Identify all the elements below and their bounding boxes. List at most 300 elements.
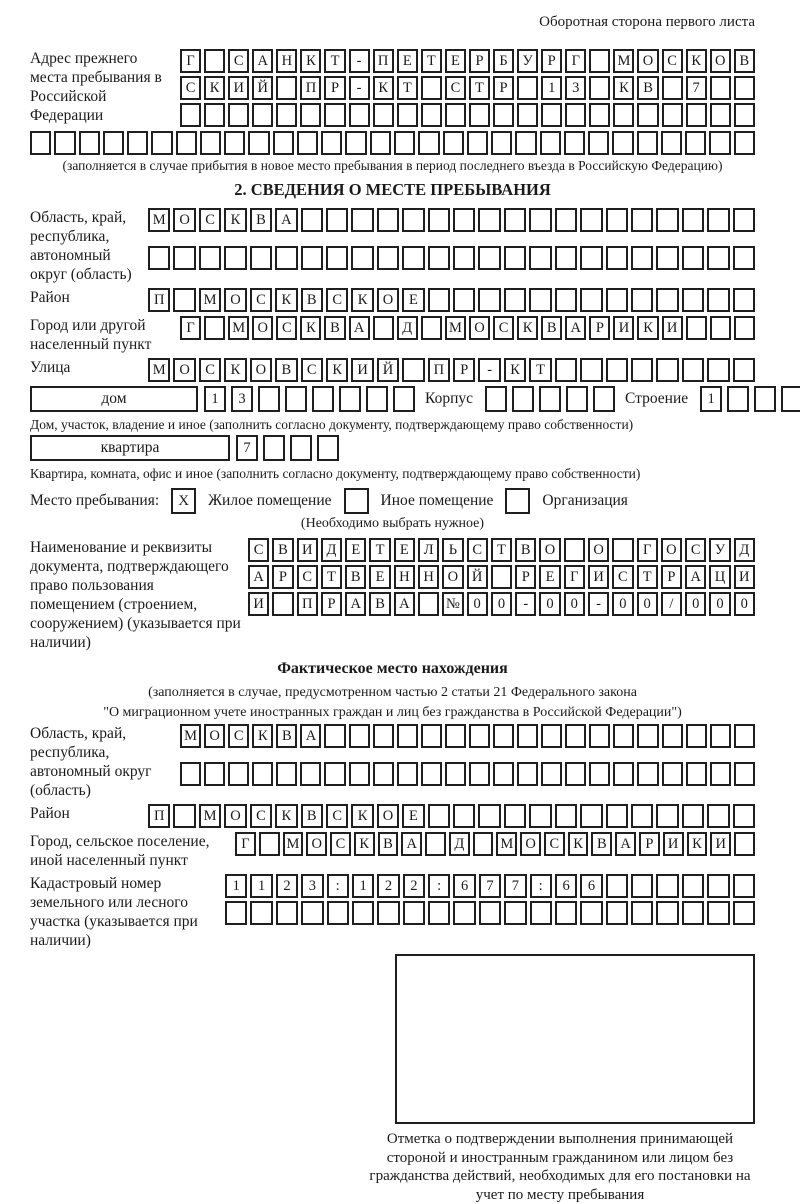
char-cell[interactable]: Е [397,49,418,73]
char-cell[interactable] [252,762,273,786]
char-cell[interactable] [397,103,418,127]
char-cell[interactable] [529,804,551,828]
char-cell[interactable] [377,246,399,270]
char-cell[interactable]: Р [661,565,682,589]
char-cell[interactable]: Р [589,316,610,340]
char-cell[interactable]: Е [345,538,366,562]
char-cell[interactable]: 0 [709,592,730,616]
char-cell[interactable]: К [300,49,321,73]
char-cell[interactable]: В [275,358,297,382]
char-cell[interactable]: Н [394,565,415,589]
char-cell[interactable] [707,804,729,828]
char-cell[interactable]: И [663,832,684,856]
char-cell[interactable]: О [377,288,399,312]
char-cell[interactable]: - [349,49,370,73]
char-cell[interactable]: А [275,208,297,232]
char-cell[interactable]: К [568,832,589,856]
char-cell[interactable] [631,246,653,270]
char-cell[interactable]: : [530,874,552,898]
char-cell[interactable] [727,386,749,412]
char-cell[interactable]: А [685,565,706,589]
char-cell[interactable] [733,246,755,270]
char-cell[interactable]: 0 [685,592,706,616]
char-cell[interactable]: : [327,874,349,898]
char-cell[interactable]: И [662,316,683,340]
char-cell[interactable]: 3 [301,874,323,898]
char-cell[interactable] [685,131,706,155]
char-cell[interactable]: В [515,538,536,562]
char-cell[interactable]: О [710,49,731,73]
char-cell[interactable] [707,246,729,270]
char-cell[interactable] [421,762,442,786]
char-cell[interactable] [613,762,634,786]
char-cell[interactable] [589,762,610,786]
char-cell[interactable]: С [301,358,323,382]
char-cell[interactable] [580,246,602,270]
char-cell[interactable]: Д [449,832,470,856]
char-cell[interactable] [151,131,172,155]
char-cell[interactable] [606,288,628,312]
char-cell[interactable]: О [442,565,463,589]
char-cell[interactable]: М [148,358,170,382]
char-cell[interactable]: К [275,288,297,312]
char-cell[interactable]: В [637,76,658,100]
char-cell[interactable] [529,208,551,232]
char-cell[interactable] [781,386,800,412]
char-cell[interactable] [373,724,394,748]
char-cell[interactable] [394,131,415,155]
char-cell[interactable] [491,565,512,589]
char-cell[interactable]: М [613,49,634,73]
char-cell[interactable] [276,901,298,925]
char-cell[interactable] [259,832,280,856]
char-cell[interactable] [173,246,195,270]
char-cell[interactable] [478,246,500,270]
char-cell[interactable]: К [275,804,297,828]
char-cell[interactable] [682,804,704,828]
char-cell[interactable]: 1 [225,874,247,898]
char-cell[interactable] [580,288,602,312]
char-cell[interactable]: 1 [204,386,226,412]
char-cell[interactable] [326,246,348,270]
char-cell[interactable] [204,103,225,127]
char-cell[interactable] [734,316,755,340]
char-cell[interactable]: И [228,76,249,100]
char-cell[interactable] [662,762,683,786]
char-cell[interactable] [710,316,731,340]
char-cell[interactable]: Г [637,538,658,562]
char-cell[interactable] [682,246,704,270]
char-cell[interactable]: Н [276,49,297,73]
char-cell[interactable] [631,288,653,312]
char-cell[interactable] [467,131,488,155]
char-cell[interactable] [612,538,633,562]
char-cell[interactable]: В [324,316,345,340]
char-cell[interactable] [349,762,370,786]
checkbox-organizatsiya[interactable] [505,488,530,514]
char-cell[interactable]: М [445,316,466,340]
char-cell[interactable] [504,208,526,232]
char-cell[interactable] [682,874,704,898]
char-cell[interactable]: Д [321,538,342,562]
char-cell[interactable] [176,131,197,155]
char-cell[interactable] [276,76,297,100]
char-cell[interactable]: К [354,832,375,856]
char-cell[interactable] [393,386,415,412]
char-cell[interactable]: Ь [442,538,463,562]
char-cell[interactable] [541,724,562,748]
char-cell[interactable]: И [710,832,731,856]
char-cell[interactable]: Е [369,565,390,589]
char-cell[interactable]: Й [467,565,488,589]
char-cell[interactable] [493,762,514,786]
char-cell[interactable] [588,131,609,155]
char-cell[interactable]: О [224,288,246,312]
char-cell[interactable] [631,358,653,382]
char-cell[interactable] [656,804,678,828]
char-cell[interactable]: С [685,538,706,562]
char-cell[interactable] [517,103,538,127]
char-cell[interactable]: 1 [250,874,272,898]
char-cell[interactable] [301,246,323,270]
char-cell[interactable] [453,804,475,828]
char-cell[interactable]: Г [180,49,201,73]
char-cell[interactable] [180,762,201,786]
char-cell[interactable]: 0 [467,592,488,616]
char-cell[interactable] [204,762,225,786]
char-cell[interactable] [485,386,507,412]
char-cell[interactable]: И [248,592,269,616]
char-cell[interactable] [656,874,678,898]
char-cell[interactable]: И [613,316,634,340]
char-cell[interactable] [250,901,272,925]
char-cell[interactable] [30,131,51,155]
char-cell[interactable] [529,246,551,270]
char-cell[interactable]: К [517,316,538,340]
char-cell[interactable]: 7 [236,435,258,461]
char-cell[interactable]: 0 [564,592,585,616]
char-cell[interactable]: К [224,358,246,382]
char-cell[interactable]: С [662,49,683,73]
char-cell[interactable] [324,724,345,748]
char-cell[interactable]: У [709,538,730,562]
char-cell[interactable] [707,288,729,312]
char-cell[interactable] [682,288,704,312]
char-cell[interactable] [589,76,610,100]
char-cell[interactable] [349,103,370,127]
char-cell[interactable]: К [224,208,246,232]
char-cell[interactable]: В [541,316,562,340]
char-cell[interactable] [686,103,707,127]
char-cell[interactable]: С [250,804,272,828]
char-cell[interactable] [613,103,634,127]
char-cell[interactable]: М [180,724,201,748]
char-cell[interactable] [529,288,551,312]
char-cell[interactable] [734,103,755,127]
char-cell[interactable]: А [300,724,321,748]
char-cell[interactable] [297,131,318,155]
char-cell[interactable] [564,538,585,562]
char-cell[interactable]: Е [402,288,424,312]
char-cell[interactable] [290,435,312,461]
char-cell[interactable]: Р [541,49,562,73]
char-cell[interactable] [710,103,731,127]
char-cell[interactable] [453,208,475,232]
char-cell[interactable]: Р [272,565,293,589]
char-cell[interactable] [606,901,628,925]
char-cell[interactable]: К [373,76,394,100]
char-cell[interactable] [733,358,755,382]
char-cell[interactable] [173,288,195,312]
char-cell[interactable] [453,901,475,925]
char-cell[interactable]: 0 [491,592,512,616]
char-cell[interactable]: П [300,76,321,100]
char-cell[interactable] [473,832,494,856]
char-cell[interactable] [541,103,562,127]
char-cell[interactable]: А [345,592,366,616]
char-cell[interactable] [580,208,602,232]
char-cell[interactable] [686,316,707,340]
char-cell[interactable]: У [517,49,538,73]
char-cell[interactable] [373,762,394,786]
char-cell[interactable]: М [283,832,304,856]
char-cell[interactable]: О [637,49,658,73]
char-cell[interactable] [324,103,345,127]
char-cell[interactable] [686,724,707,748]
char-cell[interactable]: 1 [700,386,722,412]
char-cell[interactable]: / [661,592,682,616]
char-cell[interactable]: 0 [637,592,658,616]
char-cell[interactable] [631,804,653,828]
char-cell[interactable] [276,103,297,127]
char-cell[interactable] [656,246,678,270]
char-cell[interactable] [733,901,755,925]
char-cell[interactable]: С [228,49,249,73]
char-cell[interactable] [312,386,334,412]
char-cell[interactable]: Е [445,49,466,73]
char-cell[interactable]: С [544,832,565,856]
char-cell[interactable] [250,246,272,270]
char-cell[interactable] [373,103,394,127]
char-cell[interactable]: Д [397,316,418,340]
char-cell[interactable]: 6 [580,874,602,898]
char-cell[interactable] [491,131,512,155]
char-cell[interactable]: К [637,316,658,340]
char-cell[interactable] [351,208,373,232]
char-cell[interactable]: 3 [565,76,586,100]
char-cell[interactable] [733,804,755,828]
char-cell[interactable]: О [204,724,225,748]
char-cell[interactable]: С [467,538,488,562]
char-cell[interactable]: В [591,832,612,856]
char-cell[interactable] [734,762,755,786]
char-cell[interactable] [370,131,391,155]
char-cell[interactable]: 7 [686,76,707,100]
char-cell[interactable] [541,762,562,786]
char-cell[interactable]: В [345,565,366,589]
char-cell[interactable] [301,208,323,232]
char-cell[interactable]: О [588,538,609,562]
char-cell[interactable]: П [297,592,318,616]
char-cell[interactable] [530,901,552,925]
char-cell[interactable] [734,832,755,856]
char-cell[interactable] [565,724,586,748]
char-cell[interactable] [656,208,678,232]
char-cell[interactable] [79,131,100,155]
char-cell[interactable] [661,131,682,155]
char-cell[interactable]: Т [397,76,418,100]
char-cell[interactable]: В [369,592,390,616]
char-cell[interactable] [351,246,373,270]
char-cell[interactable]: Е [539,565,560,589]
char-cell[interactable]: Р [453,358,475,382]
char-cell[interactable] [504,901,526,925]
char-cell[interactable] [631,874,653,898]
char-cell[interactable]: К [351,288,373,312]
char-cell[interactable] [352,901,374,925]
char-cell[interactable]: И [351,358,373,382]
char-cell[interactable]: Р [639,832,660,856]
char-cell[interactable] [662,724,683,748]
char-cell[interactable] [606,246,628,270]
char-cell[interactable]: Р [321,592,342,616]
char-cell[interactable]: В [272,538,293,562]
char-cell[interactable] [445,103,466,127]
char-cell[interactable] [555,288,577,312]
char-cell[interactable] [324,762,345,786]
char-cell[interactable] [515,131,536,155]
char-cell[interactable] [606,358,628,382]
char-cell[interactable] [402,358,424,382]
char-cell[interactable]: М [199,288,221,312]
char-cell[interactable]: Т [321,565,342,589]
char-cell[interactable]: М [148,208,170,232]
char-cell[interactable] [493,724,514,748]
char-cell[interactable]: : [428,874,450,898]
char-cell[interactable] [555,804,577,828]
char-cell[interactable] [127,131,148,155]
char-cell[interactable]: О [224,804,246,828]
char-cell[interactable]: 1 [352,874,374,898]
char-cell[interactable]: 6 [555,874,577,898]
char-cell[interactable]: А [248,565,269,589]
char-cell[interactable] [555,208,577,232]
char-cell[interactable] [517,724,538,748]
char-cell[interactable] [403,901,425,925]
char-cell[interactable] [707,901,729,925]
char-cell[interactable]: Д [734,538,755,562]
char-cell[interactable] [327,901,349,925]
char-cell[interactable]: В [301,288,323,312]
char-cell[interactable] [606,804,628,828]
char-cell[interactable]: Т [421,49,442,73]
char-cell[interactable]: Н [418,565,439,589]
char-cell[interactable]: П [373,49,394,73]
char-cell[interactable] [504,288,526,312]
char-cell[interactable]: С [326,804,348,828]
char-cell[interactable] [612,131,633,155]
char-cell[interactable]: К [613,76,634,100]
char-cell[interactable] [707,208,729,232]
char-cell[interactable]: 0 [734,592,755,616]
char-cell[interactable]: № [442,592,463,616]
char-cell[interactable] [710,762,731,786]
char-cell[interactable] [397,762,418,786]
char-cell[interactable]: А [252,49,273,73]
char-cell[interactable] [200,131,221,155]
char-cell[interactable]: К [687,832,708,856]
char-cell[interactable] [418,592,439,616]
char-cell[interactable]: - [349,76,370,100]
char-cell[interactable]: Т [469,76,490,100]
char-cell[interactable]: О [252,316,273,340]
char-cell[interactable] [263,435,285,461]
char-cell[interactable]: С [199,208,221,232]
char-cell[interactable] [631,208,653,232]
char-cell[interactable]: В [301,804,323,828]
char-cell[interactable]: Г [565,49,586,73]
char-cell[interactable] [469,762,490,786]
char-cell[interactable] [580,804,602,828]
char-cell[interactable] [285,386,307,412]
char-cell[interactable] [539,386,561,412]
char-cell[interactable] [707,358,729,382]
char-cell[interactable]: С [297,565,318,589]
char-cell[interactable]: О [250,358,272,382]
char-cell[interactable]: С [248,538,269,562]
char-cell[interactable] [512,386,534,412]
char-cell[interactable]: Р [493,76,514,100]
char-cell[interactable] [428,246,450,270]
char-cell[interactable]: Е [394,538,415,562]
char-cell[interactable]: М [496,832,517,856]
char-cell[interactable]: К [504,358,526,382]
char-cell[interactable] [682,208,704,232]
char-cell[interactable]: К [252,724,273,748]
char-cell[interactable] [682,901,704,925]
char-cell[interactable] [733,208,755,232]
char-cell[interactable]: А [394,592,415,616]
char-cell[interactable] [517,76,538,100]
char-cell[interactable] [421,724,442,748]
char-cell[interactable]: С [250,288,272,312]
char-cell[interactable] [428,208,450,232]
char-cell[interactable]: В [276,724,297,748]
char-cell[interactable] [228,762,249,786]
char-cell[interactable]: М [199,804,221,828]
char-cell[interactable] [589,49,610,73]
char-cell[interactable]: 3 [231,386,253,412]
char-cell[interactable]: Ц [709,565,730,589]
char-cell[interactable] [662,76,683,100]
char-cell[interactable] [734,131,755,155]
char-cell[interactable] [754,386,776,412]
char-cell[interactable]: О [173,208,195,232]
char-cell[interactable]: - [478,358,500,382]
char-cell[interactable]: К [326,358,348,382]
char-cell[interactable]: А [565,316,586,340]
char-cell[interactable] [493,103,514,127]
char-cell[interactable] [707,874,729,898]
char-cell[interactable] [710,76,731,100]
char-cell[interactable] [103,131,124,155]
char-cell[interactable]: С [276,316,297,340]
char-cell[interactable]: Г [180,316,201,340]
char-cell[interactable]: О [539,538,560,562]
char-cell[interactable]: А [615,832,636,856]
char-cell[interactable] [252,103,273,127]
char-cell[interactable] [326,208,348,232]
